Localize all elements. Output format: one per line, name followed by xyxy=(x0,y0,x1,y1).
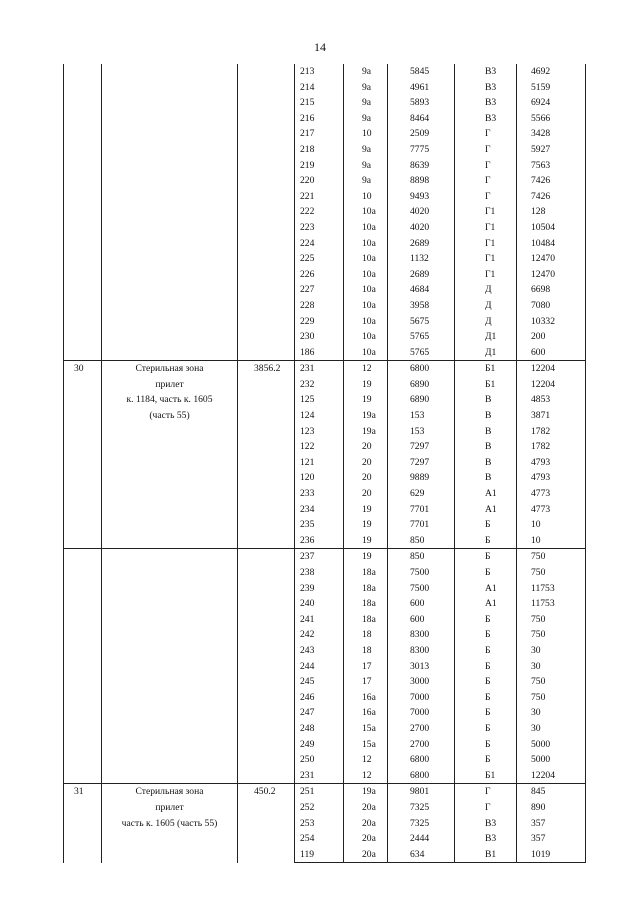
point-number-cell: 230 xyxy=(295,329,344,345)
coord-y-cell: 4692 xyxy=(517,64,586,80)
zone-number-cell: 31 xyxy=(64,784,102,863)
coord-y-cell: 3871 xyxy=(517,408,586,424)
coord-x-cell: 2689 xyxy=(388,236,455,252)
sheet-cell: 16а xyxy=(344,690,388,706)
coord-y-cell: 12204 xyxy=(517,768,586,784)
coord-x-cell: 2700 xyxy=(388,721,455,737)
point-number-cell: 228 xyxy=(295,298,344,314)
zone-name-line: прилет xyxy=(155,801,184,813)
coord-y-cell: 30 xyxy=(517,721,586,737)
coord-y-cell: 128 xyxy=(517,204,586,220)
zone-name-cell xyxy=(102,361,238,549)
zone-name-line: Стерильная зона xyxy=(135,786,204,798)
coord-y-cell: 5566 xyxy=(517,111,586,127)
coord-y-cell: 750 xyxy=(517,690,586,706)
coord-x-cell: 7297 xyxy=(388,455,455,471)
table-row xyxy=(64,549,586,565)
coord-y-cell: 30 xyxy=(517,705,586,721)
coord-y-cell: 200 xyxy=(517,329,586,345)
sheet-cell: 19 xyxy=(344,549,388,565)
coord-x-cell: 2700 xyxy=(388,737,455,753)
sheet-cell: 9а xyxy=(344,64,388,80)
zone-number-cell xyxy=(64,549,102,784)
coord-x-cell: 8639 xyxy=(388,158,455,174)
grid-cell: Б xyxy=(455,659,517,675)
point-number-cell: 252 xyxy=(295,800,344,816)
zone-name-line: прилет xyxy=(155,378,184,390)
grid-cell: Б xyxy=(455,533,517,549)
coord-y-cell: 357 xyxy=(517,831,586,847)
coord-x-cell: 1132 xyxy=(388,251,455,267)
point-number-cell: 254 xyxy=(295,831,344,847)
sheet-cell: 9а xyxy=(344,111,388,127)
grid-cell: В3 xyxy=(455,111,517,127)
point-number-cell: 234 xyxy=(295,502,344,518)
grid-cell: Г xyxy=(455,784,517,800)
point-number-cell: 253 xyxy=(295,816,344,832)
coord-x-cell: 7000 xyxy=(388,690,455,706)
point-number-cell: 121 xyxy=(295,455,344,471)
zone-area-cell: 3856.2 xyxy=(238,361,295,549)
coord-y-cell: 6698 xyxy=(517,282,586,298)
sheet-cell: 10а xyxy=(344,220,388,236)
sheet-cell: 15а xyxy=(344,737,388,753)
sheet-cell: 17 xyxy=(344,674,388,690)
sheet-cell: 18а xyxy=(344,565,388,581)
point-number-cell: 222 xyxy=(295,204,344,220)
point-number-cell: 217 xyxy=(295,126,344,142)
grid-cell: А1 xyxy=(455,596,517,612)
sheet-cell: 17 xyxy=(344,659,388,675)
point-number-cell: 122 xyxy=(295,439,344,455)
coord-x-cell: 634 xyxy=(388,847,455,863)
coord-y-cell: 600 xyxy=(517,345,586,361)
zone-name-line: часть к. 1605 (часть 55) xyxy=(121,817,218,829)
grid-cell: Г1 xyxy=(455,220,517,236)
point-number-cell: 224 xyxy=(295,236,344,252)
coord-x-cell: 9801 xyxy=(388,784,455,800)
point-number-cell: 240 xyxy=(295,596,344,612)
grid-cell: Г xyxy=(455,126,517,142)
sheet-cell: 20а xyxy=(344,816,388,832)
point-number-cell: 120 xyxy=(295,470,344,486)
coord-x-cell: 3958 xyxy=(388,298,455,314)
sheet-cell: 10а xyxy=(344,298,388,314)
sheet-cell: 19а xyxy=(344,784,388,800)
sheet-cell: 20 xyxy=(344,470,388,486)
grid-cell: Б xyxy=(455,549,517,565)
coord-y-cell: 5159 xyxy=(517,80,586,96)
grid-cell: Г xyxy=(455,158,517,174)
grid-cell: В3 xyxy=(455,64,517,80)
point-number-cell: 124 xyxy=(295,408,344,424)
coord-x-cell: 8464 xyxy=(388,111,455,127)
coord-x-cell: 7500 xyxy=(388,581,455,597)
coord-x-cell: 6800 xyxy=(388,752,455,768)
point-number-cell: 123 xyxy=(295,424,344,440)
point-number-cell: 220 xyxy=(295,173,344,189)
coord-x-cell: 8898 xyxy=(388,173,455,189)
table-row xyxy=(64,361,586,377)
point-number-cell: 125 xyxy=(295,392,344,408)
grid-cell: Д xyxy=(455,314,517,330)
coord-x-cell: 4020 xyxy=(388,220,455,236)
sheet-cell: 15а xyxy=(344,721,388,737)
coord-x-cell: 5845 xyxy=(388,64,455,80)
zone-name-cell xyxy=(102,549,238,784)
grid-cell: Д1 xyxy=(455,329,517,345)
grid-cell: Б1 xyxy=(455,768,517,784)
grid-cell: Г1 xyxy=(455,251,517,267)
coord-x-cell: 5765 xyxy=(388,329,455,345)
point-number-cell: 246 xyxy=(295,690,344,706)
sheet-cell: 9а xyxy=(344,95,388,111)
grid-cell: Б xyxy=(455,752,517,768)
coord-x-cell: 8300 xyxy=(388,627,455,643)
sheet-cell: 19 xyxy=(344,377,388,393)
grid-cell: Д xyxy=(455,298,517,314)
point-number-cell: 231 xyxy=(295,768,344,784)
point-number-cell: 223 xyxy=(295,220,344,236)
coord-y-cell: 12204 xyxy=(517,377,586,393)
sheet-cell: 18а xyxy=(344,612,388,628)
sheet-cell: 9а xyxy=(344,80,388,96)
coord-y-cell: 845 xyxy=(517,784,586,800)
point-number-cell: 251 xyxy=(295,784,344,800)
point-number-cell: 238 xyxy=(295,565,344,581)
coord-y-cell: 10332 xyxy=(517,314,586,330)
point-number-cell: 245 xyxy=(295,674,344,690)
coord-x-cell: 6800 xyxy=(388,768,455,784)
point-number-cell: 239 xyxy=(295,581,344,597)
zone-name-line: к. 1184, часть к. 1605 xyxy=(126,394,213,406)
coord-x-cell: 5675 xyxy=(388,314,455,330)
grid-cell: Б xyxy=(455,517,517,533)
coord-x-cell: 5765 xyxy=(388,345,455,361)
coord-x-cell: 8300 xyxy=(388,643,455,659)
point-number-cell: 231 xyxy=(295,361,344,377)
sheet-cell: 19 xyxy=(344,502,388,518)
coord-y-cell: 7563 xyxy=(517,158,586,174)
coord-x-cell: 7775 xyxy=(388,142,455,158)
sheet-cell: 10 xyxy=(344,189,388,205)
coord-x-cell: 9889 xyxy=(388,470,455,486)
sheet-cell: 18 xyxy=(344,643,388,659)
coord-y-cell: 4793 xyxy=(517,470,586,486)
grid-cell: В3 xyxy=(455,95,517,111)
coord-x-cell: 7297 xyxy=(388,439,455,455)
grid-cell: Б xyxy=(455,674,517,690)
coord-y-cell: 7080 xyxy=(517,298,586,314)
coord-x-cell: 4020 xyxy=(388,204,455,220)
coord-y-cell: 30 xyxy=(517,659,586,675)
coord-y-cell: 7426 xyxy=(517,189,586,205)
coord-y-cell: 10504 xyxy=(517,220,586,236)
coord-y-cell: 750 xyxy=(517,565,586,581)
coord-x-cell: 3013 xyxy=(388,659,455,675)
point-number-cell: 237 xyxy=(295,549,344,565)
grid-cell: В1 xyxy=(455,847,517,863)
coord-y-cell: 357 xyxy=(517,816,586,832)
point-number-cell: 214 xyxy=(295,80,344,96)
point-number-cell: 218 xyxy=(295,142,344,158)
coord-x-cell: 850 xyxy=(388,533,455,549)
coord-x-cell: 153 xyxy=(388,408,455,424)
point-number-cell: 225 xyxy=(295,251,344,267)
coord-x-cell: 6890 xyxy=(388,392,455,408)
coord-y-cell: 10484 xyxy=(517,236,586,252)
point-number-cell: 186 xyxy=(295,345,344,361)
grid-cell: Г xyxy=(455,173,517,189)
coord-x-cell: 2689 xyxy=(388,267,455,283)
grid-cell: Г xyxy=(455,800,517,816)
grid-cell: Б xyxy=(455,643,517,659)
point-number-cell: 249 xyxy=(295,737,344,753)
point-number-cell: 221 xyxy=(295,189,344,205)
table-row xyxy=(64,64,586,80)
zone-area-cell xyxy=(238,549,295,784)
sheet-cell: 10а xyxy=(344,267,388,283)
point-number-cell: 215 xyxy=(295,95,344,111)
coord-x-cell: 7500 xyxy=(388,565,455,581)
zone-coordinates-table xyxy=(63,64,586,863)
coord-y-cell: 3428 xyxy=(517,126,586,142)
coord-x-cell: 7325 xyxy=(388,816,455,832)
coord-y-cell: 5000 xyxy=(517,752,586,768)
coord-y-cell: 4773 xyxy=(517,502,586,518)
grid-cell: Г1 xyxy=(455,267,517,283)
point-number-cell: 244 xyxy=(295,659,344,675)
sheet-cell: 19а xyxy=(344,424,388,440)
sheet-cell: 9а xyxy=(344,158,388,174)
grid-cell: Б1 xyxy=(455,361,517,377)
grid-cell: Б xyxy=(455,612,517,628)
point-number-cell: 248 xyxy=(295,721,344,737)
coord-x-cell: 850 xyxy=(388,549,455,565)
point-number-cell: 219 xyxy=(295,158,344,174)
coord-x-cell: 629 xyxy=(388,486,455,502)
grid-cell: А1 xyxy=(455,486,517,502)
coord-x-cell: 3000 xyxy=(388,674,455,690)
grid-cell: Б xyxy=(455,705,517,721)
sheet-cell: 20а xyxy=(344,847,388,863)
coord-y-cell: 10 xyxy=(517,517,586,533)
coord-y-cell: 750 xyxy=(517,627,586,643)
grid-cell: В xyxy=(455,439,517,455)
grid-cell: В xyxy=(455,392,517,408)
coord-x-cell: 7000 xyxy=(388,705,455,721)
sheet-cell: 10а xyxy=(344,345,388,361)
sheet-cell: 20 xyxy=(344,486,388,502)
grid-cell: В3 xyxy=(455,816,517,832)
coord-y-cell: 750 xyxy=(517,612,586,628)
grid-cell: Б xyxy=(455,627,517,643)
sheet-cell: 18а xyxy=(344,596,388,612)
page-number: 14 xyxy=(314,40,326,54)
coord-x-cell: 7325 xyxy=(388,800,455,816)
grid-cell: Б xyxy=(455,690,517,706)
coord-y-cell: 12470 xyxy=(517,267,586,283)
sheet-cell: 12 xyxy=(344,752,388,768)
coord-y-cell: 4773 xyxy=(517,486,586,502)
grid-cell: Б xyxy=(455,737,517,753)
grid-cell: Б xyxy=(455,721,517,737)
grid-cell: В xyxy=(455,424,517,440)
coord-y-cell: 1019 xyxy=(517,847,586,863)
point-number-cell: 233 xyxy=(295,486,344,502)
sheet-cell: 18а xyxy=(344,581,388,597)
point-number-cell: 241 xyxy=(295,612,344,628)
coord-y-cell: 7426 xyxy=(517,173,586,189)
sheet-cell: 19 xyxy=(344,392,388,408)
sheet-cell: 10 xyxy=(344,126,388,142)
point-number-cell: 236 xyxy=(295,533,344,549)
coord-x-cell: 9493 xyxy=(388,189,455,205)
point-number-cell: 242 xyxy=(295,627,344,643)
coord-y-cell: 5927 xyxy=(517,142,586,158)
grid-cell: В xyxy=(455,470,517,486)
sheet-cell: 12 xyxy=(344,361,388,377)
coord-y-cell: 750 xyxy=(517,549,586,565)
coord-y-cell: 12204 xyxy=(517,361,586,377)
coord-x-cell: 4684 xyxy=(388,282,455,298)
sheet-cell: 10а xyxy=(344,329,388,345)
grid-cell: Б xyxy=(455,565,517,581)
grid-cell: Г xyxy=(455,142,517,158)
coord-y-cell: 10 xyxy=(517,533,586,549)
sheet-cell: 9а xyxy=(344,142,388,158)
sheet-cell: 10а xyxy=(344,314,388,330)
zone-name-cell xyxy=(102,64,238,361)
grid-cell: Д1 xyxy=(455,345,517,361)
grid-cell: В3 xyxy=(455,80,517,96)
point-number-cell: 213 xyxy=(295,64,344,80)
coord-x-cell: 6800 xyxy=(388,361,455,377)
sheet-cell: 18 xyxy=(344,627,388,643)
sheet-cell: 16а xyxy=(344,705,388,721)
coord-x-cell: 4961 xyxy=(388,80,455,96)
coord-x-cell: 600 xyxy=(388,612,455,628)
grid-cell: В xyxy=(455,408,517,424)
sheet-cell: 20а xyxy=(344,831,388,847)
coord-y-cell: 1782 xyxy=(517,424,586,440)
coord-x-cell: 7701 xyxy=(388,517,455,533)
point-number-cell: 229 xyxy=(295,314,344,330)
coord-y-cell: 750 xyxy=(517,674,586,690)
grid-cell: Г1 xyxy=(455,204,517,220)
coord-y-cell: 4853 xyxy=(517,392,586,408)
coord-x-cell: 2444 xyxy=(388,831,455,847)
zone-number-cell: 30 xyxy=(64,361,102,549)
coord-y-cell: 890 xyxy=(517,800,586,816)
grid-cell: Г1 xyxy=(455,236,517,252)
point-number-cell: 247 xyxy=(295,705,344,721)
zone-area-cell xyxy=(238,64,295,361)
sheet-cell: 19 xyxy=(344,533,388,549)
zone-name-line: (часть 55) xyxy=(149,410,190,422)
zone-number-cell xyxy=(64,64,102,361)
sheet-cell: 9а xyxy=(344,173,388,189)
coord-y-cell: 6924 xyxy=(517,95,586,111)
grid-cell: В3 xyxy=(455,831,517,847)
point-number-cell: 119 xyxy=(295,847,344,863)
grid-cell: Д xyxy=(455,282,517,298)
coord-x-cell: 7701 xyxy=(388,502,455,518)
grid-cell: Г xyxy=(455,189,517,205)
coord-y-cell: 5000 xyxy=(517,737,586,753)
sheet-cell: 10а xyxy=(344,236,388,252)
point-number-cell: 232 xyxy=(295,377,344,393)
sheet-cell: 20а xyxy=(344,800,388,816)
grid-cell: Б1 xyxy=(455,377,517,393)
coord-y-cell: 30 xyxy=(517,643,586,659)
coord-x-cell: 6890 xyxy=(388,377,455,393)
point-number-cell: 235 xyxy=(295,517,344,533)
point-number-cell: 250 xyxy=(295,752,344,768)
grid-cell: А1 xyxy=(455,502,517,518)
zone-name-line: Стерильная зона xyxy=(135,363,204,375)
zone-area-cell: 450.2 xyxy=(238,784,295,863)
sheet-cell: 10а xyxy=(344,282,388,298)
coord-x-cell: 153 xyxy=(388,424,455,440)
sheet-cell: 20 xyxy=(344,455,388,471)
grid-cell: В xyxy=(455,455,517,471)
point-number-cell: 226 xyxy=(295,267,344,283)
coord-y-cell: 1782 xyxy=(517,439,586,455)
coord-y-cell: 11753 xyxy=(517,596,586,612)
coord-y-cell: 4793 xyxy=(517,455,586,471)
coord-x-cell: 600 xyxy=(388,596,455,612)
sheet-cell: 10а xyxy=(344,204,388,220)
table-row xyxy=(64,784,586,800)
coord-x-cell: 5893 xyxy=(388,95,455,111)
grid-cell: А1 xyxy=(455,581,517,597)
sheet-cell: 10а xyxy=(344,251,388,267)
sheet-cell: 19 xyxy=(344,517,388,533)
sheet-cell: 12 xyxy=(344,768,388,784)
coord-y-cell: 11753 xyxy=(517,581,586,597)
sheet-cell: 20 xyxy=(344,439,388,455)
point-number-cell: 216 xyxy=(295,111,344,127)
point-number-cell: 227 xyxy=(295,282,344,298)
point-number-cell: 243 xyxy=(295,643,344,659)
coord-x-cell: 2509 xyxy=(388,126,455,142)
coord-y-cell: 12470 xyxy=(517,251,586,267)
sheet-cell: 19а xyxy=(344,408,388,424)
zone-name-cell xyxy=(102,784,238,863)
